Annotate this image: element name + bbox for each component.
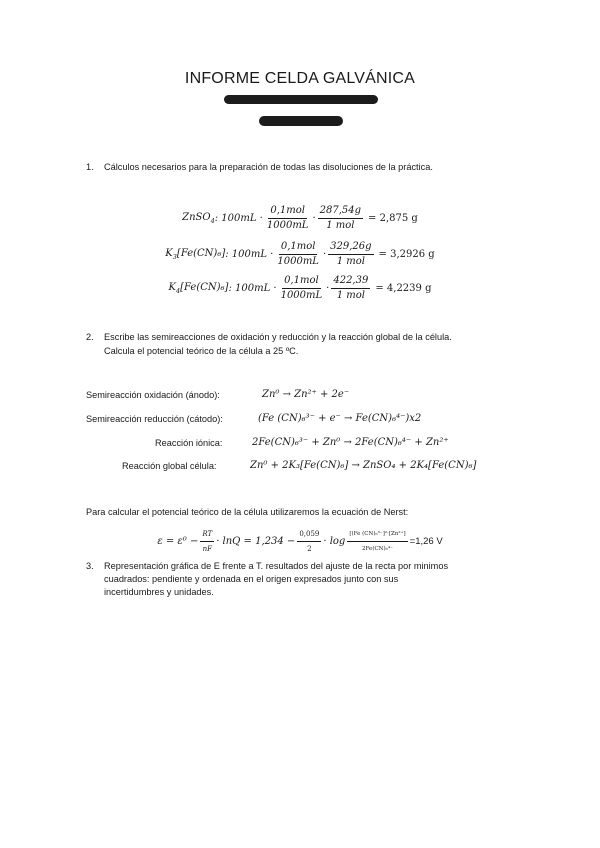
molar-mass-fraction: $\frac{329,26g}{\text{1 mol}}$ (330, 240, 372, 267)
result: = 3,2926 g (378, 248, 435, 260)
nernst-intro: Para calcular el potencial teórico de la célula utilizaremos la ecuación de Nerst: (86, 507, 409, 517)
nernst-equation (0, 527, 600, 555)
volume: : 100mL · (228, 282, 277, 294)
nernst-lhs: ε = ε⁰ − (157, 535, 199, 547)
ionic-reaction-expression: 2Fe(CN)₆³⁻ + Zn⁰ → 2Fe(CN)₆⁴⁻ + Zn²⁺ (252, 437, 449, 448)
slope-fraction: $\frac{0,059}{2}$ (299, 529, 320, 553)
reduction-label: Semireacción reducción (cátodo): (86, 414, 223, 424)
molar-mass-fraction: $\frac{422,39}{\text{1 mol}}$ (333, 274, 369, 301)
question-text: Cálculos necesarios para la preparación de todas las disoluciones de la práctica. (104, 162, 433, 172)
question-text-line-1: Representación gráfica de E frente a T. resultados del ajuste de la recta por minimos (104, 561, 449, 571)
compound: $K_4[Fe(CN)_6]$ (168, 281, 229, 295)
ionic-reaction-label: Reacción iónica: (155, 438, 223, 448)
concentration-fraction: $\frac{\text{0,1mol}}{1000mL}$ (266, 204, 309, 231)
question-text-line-2: Calcula el potencial teórico de la célula a 25 ºC. (104, 346, 299, 356)
result: = 2,875 g (368, 212, 418, 224)
redacted-author-bar (224, 95, 378, 104)
oxidation-expression: Zn⁰ → Zn²⁺ + 2e⁻ (262, 389, 350, 400)
question-text-line-3: incertidumbres y unidades. (104, 587, 214, 597)
report-title: INFORME CELDA GALVÁNICA (184, 70, 416, 87)
oxidation-label: Semireacción oxidación (ánodo): (86, 390, 220, 400)
question-number: 3. (86, 561, 94, 571)
nernst-result: =1,26 V (409, 535, 443, 547)
nernst-middle: · lnQ = 1,234 − (216, 535, 296, 547)
compound: ZnSO$_4$ (182, 211, 215, 225)
log-term: · log (323, 535, 346, 547)
redacted-group-bar (259, 116, 343, 126)
compound: $K_3[Fe(CN)_6]$ (165, 247, 226, 261)
reduction-expression: (Fe (CN)₆³⁻ + e⁻ → Fe(CN)₆⁴⁻)x2 (258, 413, 422, 424)
calculation-znso4: ZnSO$_4$ : 100mL · $\frac{\text{0,1mol}}{1000mL}$ · $\frac{287,54g}{\text{1 mol}}$ = 2,875 g (182, 204, 418, 231)
molar-mass-fraction: $\frac{287,54g}{\text{1 mol}}$ (319, 204, 362, 231)
rt-over-nf: $\frac{RT}{nF}$ (202, 529, 213, 553)
question-2 (86, 331, 526, 361)
calculation-k4fecn6: $K_4[Fe(CN)_6]$ : 100mL · $\frac{\text{0,1mol}}{1000mL}$ · $\frac{422,39}{\text{1 mol}}$ = 4,2239 g (168, 274, 432, 301)
question-number: 2. (86, 332, 94, 342)
global-reaction-label: Reacción global célula: (122, 461, 217, 471)
result: = 4,2239 g (375, 282, 432, 294)
global-reaction-expression: Zn⁰ + 2K₃[Fe(CN)₆] → ZnSO₄ + 2K₄[Fe(CN)₆] (250, 460, 477, 471)
reaction-quotient: $\frac{\text{[(Fe (CN)₆³⁻]²·[Zn²⁺]}}{\text{2Fe(CN)₆⁴⁻}}$ (347, 528, 407, 555)
concentration-fraction: $\frac{\text{0,1mol}}{1000mL}$ (280, 274, 323, 301)
volume: : 100mL · (214, 212, 263, 224)
calculation-k3fecn6: $K_3[Fe(CN)_6]$ : 100mL · $\frac{\text{0,1mol}}{1000mL}$ · $\frac{329,26g}{\text{1 mol}}$ = 3,2926 g (165, 240, 435, 267)
question-3 (86, 560, 526, 602)
question-text-line-1: Escribe las semireacciones de oxidación y reducción y la reacción global de la célula. (104, 332, 452, 342)
question-number: 1. (86, 162, 94, 172)
volume: : 100mL · (225, 248, 274, 260)
concentration-fraction: $\frac{\text{0,1mol}}{1000mL}$ (277, 240, 319, 267)
question-text-line-2: cuadrados: pendiente y ordenada en el origen expresados junto con sus (104, 574, 399, 584)
